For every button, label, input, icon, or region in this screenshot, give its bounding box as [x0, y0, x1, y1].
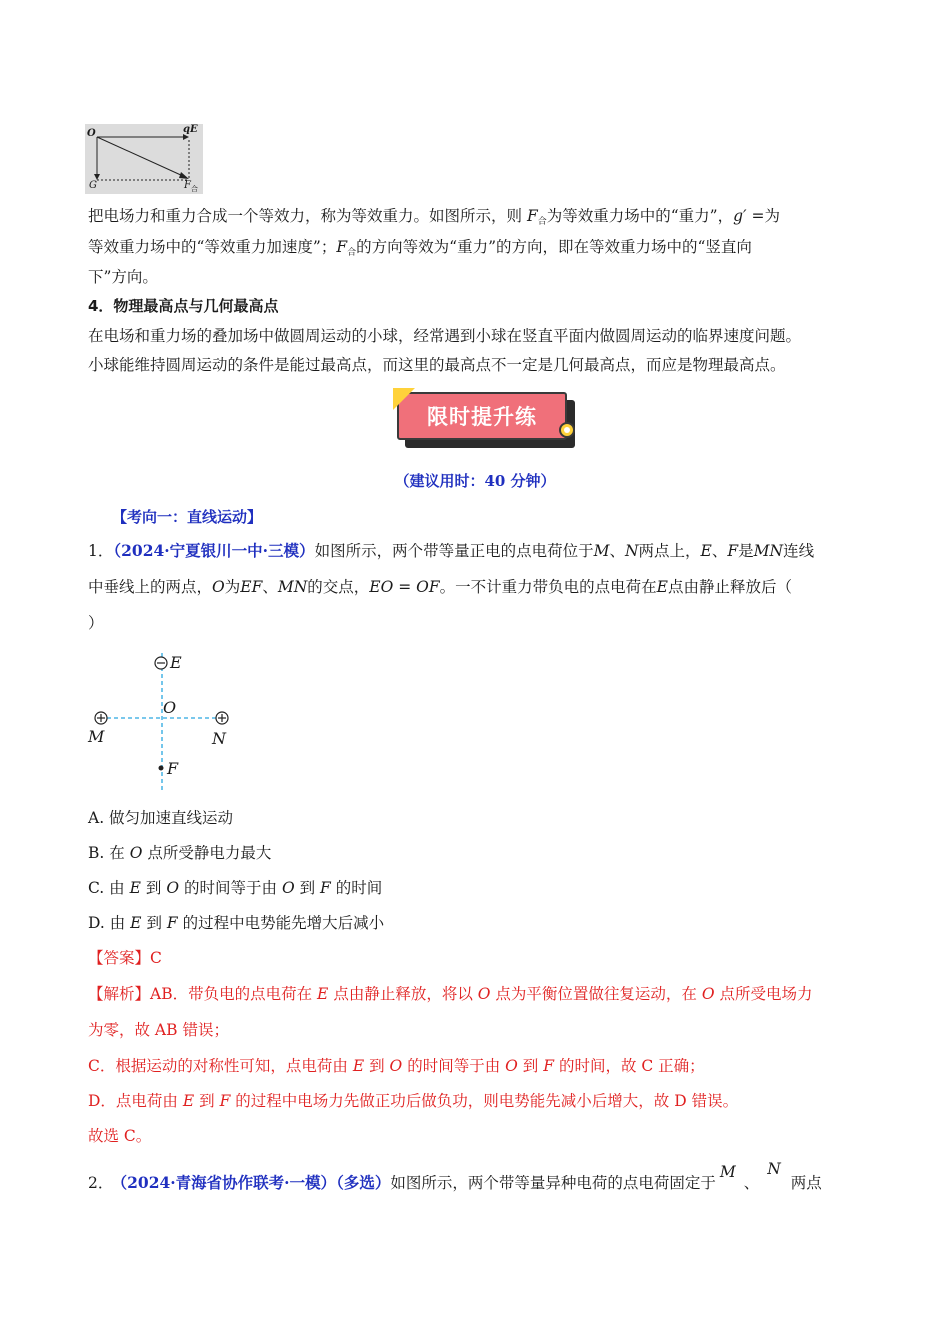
label-o: O	[87, 128, 96, 139]
para1-line2: 等效重力场中的“等效重力加速度”；$F_合$的方向等效为“重力”的方向，即在等效重力场中的“竖直向	[88, 238, 752, 258]
label-e: E	[170, 653, 182, 672]
positive-charge-n-icon	[216, 712, 228, 724]
force-diagram	[85, 124, 203, 194]
banner-ring	[559, 422, 575, 438]
analysis-conclusion: 故选 C。	[88, 1127, 152, 1145]
time-hint: （建议用时：40 分钟）	[394, 472, 556, 490]
option-a: A. 做匀加速直线运动	[88, 809, 234, 827]
label-f: F	[167, 759, 179, 778]
label-o: O	[163, 698, 177, 717]
label-m: M	[88, 727, 105, 746]
positive-charge-m-icon	[95, 712, 107, 724]
section4-line2: 小球能维持圆周运动的条件是能过最高点，而这里的最高点不一定是几何最高点，而应是物理最高点。	[88, 356, 786, 374]
para1-line1: 把电场力和重力合成一个等效力，称为等效重力。如图所示，则 $F_合$为等效重力场中的“重力”，g′ =为	[88, 207, 780, 227]
option-d: D. 由 E 到 F 的过程中电势能先增大后减小	[88, 914, 385, 932]
label-qe: qE	[183, 124, 198, 135]
label-g: G	[89, 180, 97, 191]
point-f	[159, 766, 164, 771]
charge-diagram-svg	[85, 645, 245, 795]
q1-line2: 中垂线上的两点，O为EF、MN的交点，EO = OF。一不计重力带负电的点电荷在E点由静止释放后（	[88, 578, 792, 596]
analysis-line2: 为零，故 AB 错误；	[88, 1021, 229, 1039]
resultant-arrow	[97, 137, 183, 176]
banner-label: 限时提升练	[397, 392, 567, 440]
analysis-line4: D．点电荷由 E 到 F 的过程中电场力先做正功后做负功，则电势能先减小后增大，故 D 错误。	[88, 1092, 739, 1110]
para1-line3: 下”方向。	[88, 268, 158, 286]
analysis-line3: C．根据运动的对称性可知，点电荷由 E 到 O 的时间等于由 O 到 F 的时间，故 C 正确；	[88, 1057, 705, 1075]
section4-line1: 在电场和重力场的叠加场中做圆周运动的小球，经常遇到小球在竖直平面内做圆周运动的临界速度问题。	[88, 327, 802, 345]
analysis-line1: 【解析】AB．带负电的点电荷在 E 点由静止释放，将以 O 点为平衡位置做往复运动，在 O 点所受电场力	[88, 985, 813, 1003]
option-c: C. 由 E 到 O 的时间等于由 O 到 F 的时间	[88, 879, 383, 897]
q1-line1: 1．（2024·宁夏银川一中·三模）如图所示，两个带等量正电的点电荷位于M、N两点上，E、F是MN连线	[88, 541, 815, 560]
topic-heading: 【考向一：直线运动】	[112, 508, 263, 526]
negative-charge-e-icon	[155, 657, 167, 669]
charge-diagram	[85, 645, 245, 795]
practice-banner	[397, 392, 582, 452]
q2-line1: 2． （2024·青海省协作联考·一模）（多选）如图所示，两个带等量异种电荷的点电荷固定于M、N两点	[88, 1160, 822, 1192]
answer: 【答案】C	[88, 949, 162, 967]
section4-heading: 4．物理最高点与几何最高点	[88, 297, 279, 315]
option-b: B. 在 O 点所受静电力最大	[88, 844, 272, 862]
label-f: $F_合$	[184, 180, 198, 193]
label-n: N	[212, 729, 226, 748]
q1-line3: ）	[88, 614, 104, 632]
